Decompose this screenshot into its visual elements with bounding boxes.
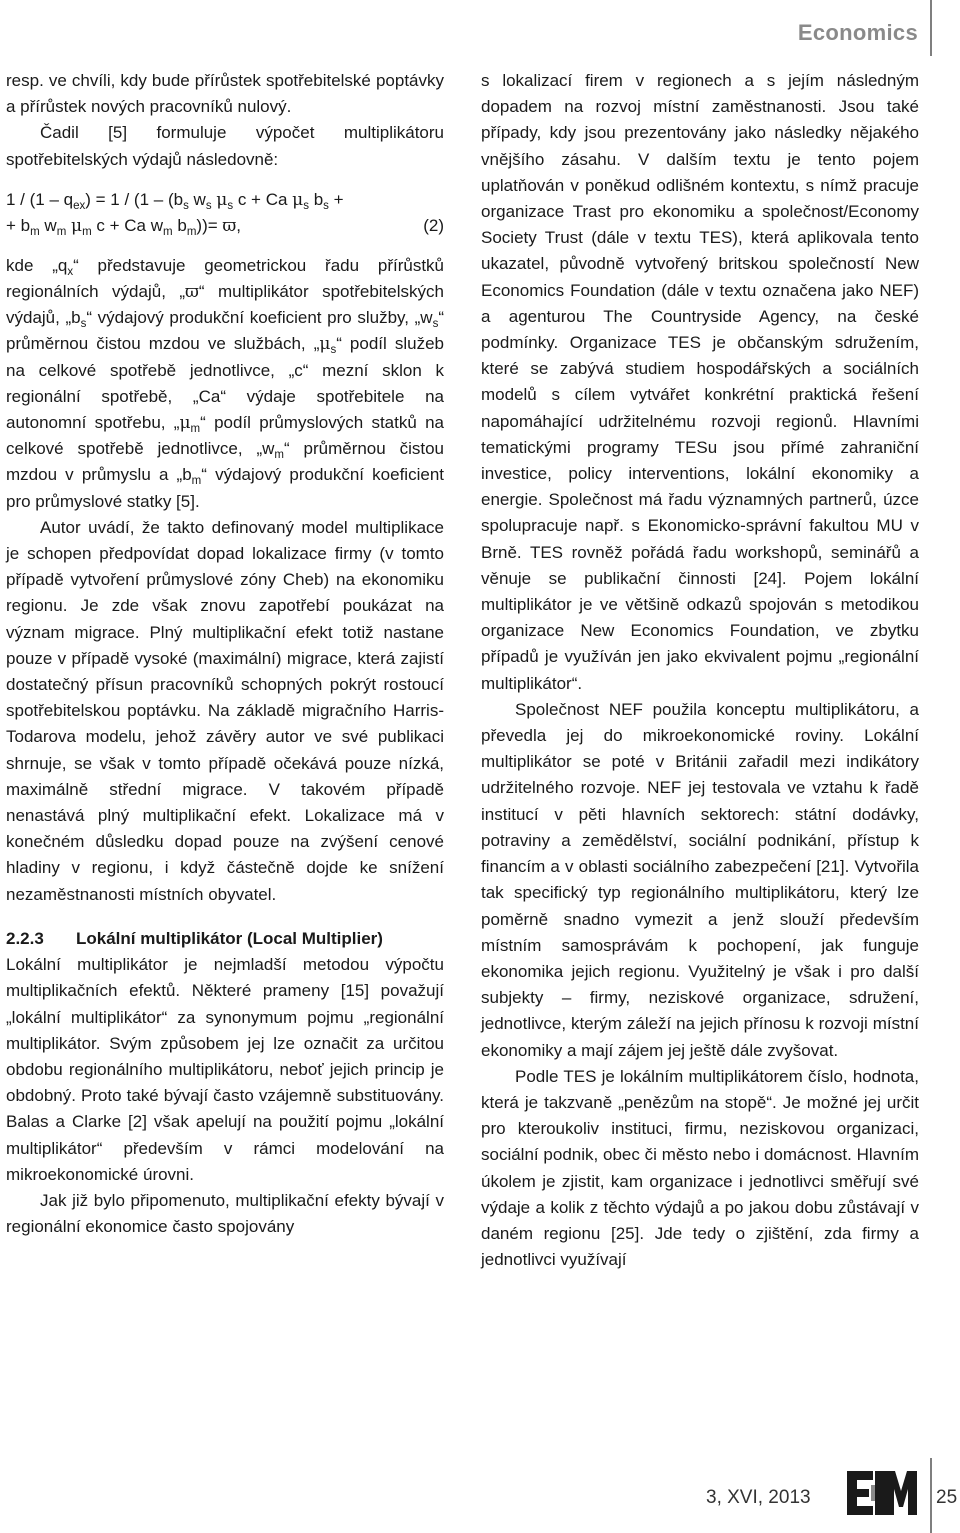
equation-line: + $b_m$ $w_m$ $\mu_m$ c + Ca $w_m$ $b_m))= ϖ$, (6, 215, 241, 238)
page-number: 25 (936, 1487, 958, 1508)
paragraph: resp. ve chvíli, kdy bude přírůstek spotřebitelské poptávky a přírůstek nových pracovníků nulový. (6, 71, 444, 117)
paragraph: Podle TES je lokálním multiplikátorem číslo, hodnota, která je takzvaně „penězům na stopě“. Je možné jej určit pro kteroukoliv instituci, firmu, neziskovou organizaci, sociální podnik, obec či město nebo i domácnost. Hlavním úkolem je zjistit, kam organizace i jednotlivci směřují své výdaje a kolik z těchto výdajů a po jakou dobu zůstávají v daném regionu [25]. Jde tedy o zjištění, zda firmy a jednotlivci využívají (481, 1066, 919, 1270)
left-column (6, 68, 444, 1240)
section-title: Lokální multiplikátor (Local Multiplier) (76, 928, 383, 948)
paragraph: Lokální multiplikátor je nejmladší metodou výpočtu multiplikačních efektů. Některé prameny [15] považují „lokální multiplikátor“ za synonymum pojmu „regionální multiplikátor. Svým způsobem jej lze označit za určitou obdobu regionálního multiplikátoru, neboť jejich princip je obdobný. Proto také bývají často vzájemně substituovány. Balas a Clarke [2] však apelují na použití pojmu „lokální multiplikátor“ především v rámci modelování na mikroekonomické úrovni. (6, 955, 444, 1184)
section-number: 2.2.3 (6, 928, 44, 948)
equation-line: $1 / (1 - q_{ex}) = 1 / (1 - (b_s$ $w_s$ $\mu_s$ c + Ca $\mu_s$ $b_s$ + (6, 189, 344, 212)
right-column (481, 68, 919, 1273)
equation (6, 187, 444, 239)
paragraph: kde $„q_x“$ představuje geometrickou řadu přírůstků regionálních výdajů, „ϖ“ multiplikátor spotřebitelských výdajů, $„b_s“$ výdajový produkční koeficient pro služby, $„w_s“$ průměrnou čistou mzdou ve službách, $„\mu_s“$ podíl služeb na celkové spotřebě jednotlivce, „c“ mezní sklon k regionální spotřebě, „Ca“ výdaje spotřebitele na autonomní spotřebu, $„\mu_m“$ podíl průmyslových statků na celkové spotřebě jednotlivce, $„w_m“$ průměrnou čistou mzdou v průmyslu a $„b_m“$ výdajový produkční koeficient pro průmyslové statky [5]. (6, 255, 445, 511)
header-rule (930, 0, 932, 56)
journal-logo-icon (845, 1465, 921, 1521)
issue-label: 3, XVI, 2013 (706, 1487, 811, 1508)
equation-number: (2) (423, 215, 444, 235)
section-heading (6, 926, 444, 952)
paragraph: s lokalizací firem v regionech a s jejím následným dopadem na rozvoj místní zaměstnanosti. Jsou také případy, kdy jsou prezentovány jako následky nějakého vnějšího zásahu. V dalším textu je tento pojem uplatňován v poněkud odlišném kontextu, s nímž pracuje organizace Trast pro ekonomiku a společnost/Economy Society Trust (dále v textu TES), která aplikovala tento ukazatel, původně vytvořený britskou společností New Economics Foundation (dále v textu označena jako NEF) a agenturou The Countryside Agency, na české podmínky. Organizace TES je občanským sdružením, které se zabývá studiem hospodářských a sociálních modelů s cílem vytvářet konkrétní praktická řešení napomáhající udržitelnému rozvoji regionů. Hlavními tematickými programy TESu jsou přímé zahraniční investice, policy interventions, lokální ekonomiky a energie. Společnost má řadu významných partnerů, úzce spolupracuje např. s Ekonomicko-správní fakultou MU v Brně. TES rovněž pořádá řadu workshopů, seminářů a věnuje se publikační činnosti [24]. Pojem lokální multiplikátor je ve většině odkazů spojován s metodikou organizace New Economics Foundation, ve zbytku případů je využíván jen jako ekvivalent pojmu „regionální multiplikátor“. (481, 71, 919, 693)
paragraph: Autor uvádí, že takto definovaný model multiplikace je schopen předpovídat dopad lokalizace firmy (v tomto případě vytvoření průmyslové zóny Cheb) na ekonomiku regionu. Je zde však znovu zapotřebí poukázat na význam migrace. Plný multiplikační efekt totiž nastane pouze v případě vysoké (maximální) migrace, která zajistí dostatečný přísun pracovníků schopných pokrýt rostoucí spotřebitelskou poptávku. Na základě migračního Harris-Todarova modelu, jehož závěry autor ve své publikaci shrnuje, se však v tomto případě očekává pouze nízká, maximálně střední migrace. V takovém případě nenastává plný multiplikační efekt. Lokalizace má v konečném důsledku dopad pouze na zvýšení cenové hladiny v regionu, i když částečně dojde ke snížení nezaměstnanosti místních obyvatel. (6, 517, 444, 904)
footer-rule (930, 1458, 932, 1533)
paragraph: Jak již bylo připomenuto, multiplikační efekty bývají v regionální ekonomice často spojovány (6, 1190, 444, 1237)
paragraph: Společnost NEF použila konceptu multiplikátoru, a převedla jej do mikroekonomické roviny. Lokální multiplikátor se poté v Británii zařadil mezi indikátory udržitelného rozvoje. NEF jej testovala ve vztahu k řadě institucí v pěti hlavních sektorech: státní dodávky, potraviny a zemědělství, sociální podnikání, přístup k financím a v oblasti sociálního zabezpečení [21]. Vytvořila tak specifický typ regionálního multiplikátoru, který lze poměrně snadno vymezit a jenž slouží především místním samosprávám k pochopení, jak funguje ekonomika jejich regionu. Využitelný je však i pro další subjekty – firmy, neziskové organizace, sdružení, jednotlivce, kterým záleží na jejich přínosu k rozvoji místní ekonomiky a mají zájem jej ještě dále zvyšovat. (481, 699, 919, 1060)
running-head: Economics (797, 20, 918, 45)
paragraph: Čadil [5] formuluje výpočet multiplikátoru spotřebitelských výdajů následovně: (6, 123, 444, 169)
